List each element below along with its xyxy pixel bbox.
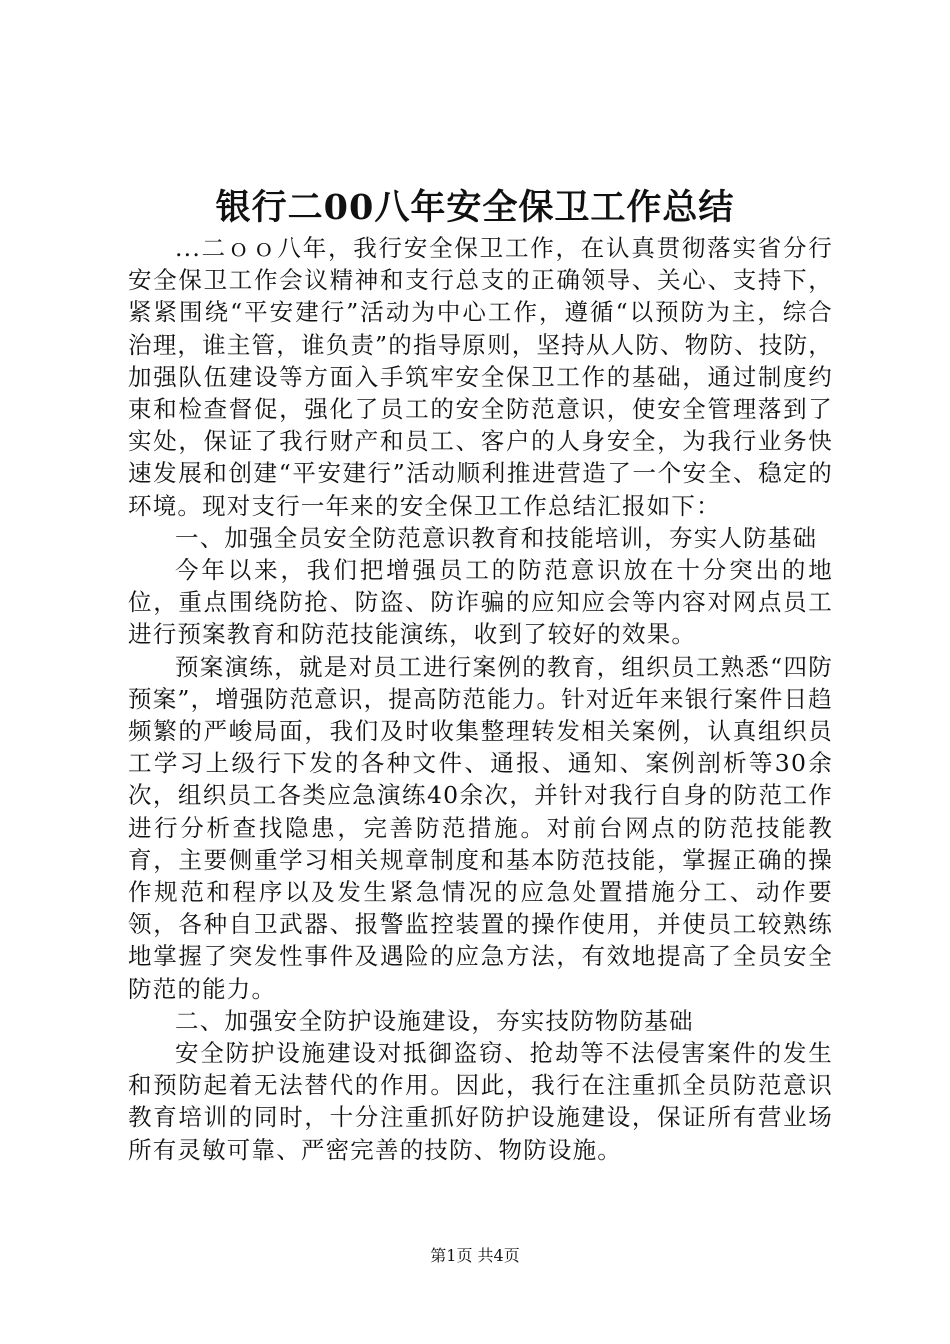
page-number-footer: 第1页 共4页: [430, 1246, 520, 1265]
section-heading-2: 二、加强安全防护设施建设，夯实技防物防基础: [175, 1006, 694, 1035]
section-heading-1: 一、加强全员安全防范意识教育和技能培训，夯实人防基础: [175, 523, 818, 552]
document-body: [128, 232, 833, 1166]
paragraph-intro: ...二ｏｏ八年，我行安全保卫工作，在认真贯彻落实省分行安全保卫工作会议精神和支行总支的正确领导、关心、支持下，紧紧围绕“平安建行”活动为中心工作，遵循“以预防为主，综合治理，谁主管，谁负责”的指导原则，坚持从人防、物防、技防，加强队伍建设等方面入手筑牢安全保卫工作的基础，通过制度约束和检查督促，强化了员工的安全防范意识，使安全管理落到了实处，保证了我行财产和员工、客户的人身安全，为我行业务快速发展和创建“平安建行”活动顺利推进营造了一个安全、稳定的环境。现对支行一年来的安全保卫工作总结汇报如下：: [128, 234, 833, 520]
paragraph-section-1-b: 预案演练，就是对员工进行案例的教育，组织员工熟悉“四防预案”，增强防范意识，提高防范能力。针对近年来银行案件日趋频繁的严峻局面，我们及时收集整理转发相关案例，认真组织员工学习上级行下发的各种文件、通报、通知、案例剖析等30余次，组织员工各类应急演练40余次，并针对我行自身的防范工作进行分析查找隐患，完善防范措施。对前台网点的防范技能教育，主要侧重学习相关规章制度和基本防范技能，掌握正确的操作规范和程序以及发生紧急情况的应急处置措施分工、动作要领，各种自卫武器、报警监控装置的操作使用，并使员工较熟练地掌握了突发性事件及遇险的应急方法，有效地提高了全员安全防范的能力。: [128, 652, 833, 1003]
paragraph-section-2-a: 安全防护设施建设对抵御盗窃、抢劫等不法侵害案件的发生和预防起着无法替代的作用。因此，我行在注重抓全员防范意识教育培训的同时，十分注重抓好防护设施建设，保证所有营业场所有灵敏可靠、严密完善的技防、物防设施。: [128, 1039, 833, 1164]
paragraph-section-1-a: 今年以来，我们把增强员工的防范意识放在十分突出的地位，重点围绕防抢、防盗、防诈骗的应知应会等内容对网点员工进行预案教育和防范技能演练，收到了较好的效果。: [128, 556, 833, 649]
document-title: 银行二00八年安全保卫工作总结: [215, 187, 735, 228]
